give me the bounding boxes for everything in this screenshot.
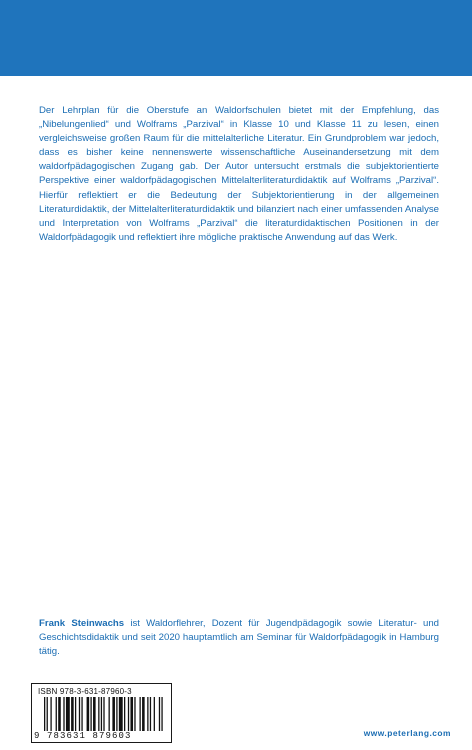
author-name: Frank Steinwachs [39,618,125,629]
barcode-bar [130,697,133,731]
barcode-bar [71,697,74,731]
barcode-bar [139,697,140,731]
barcode-bar [63,697,64,731]
barcode-bar [142,697,145,731]
barcode-bar [147,697,148,731]
barcode-bar [161,697,162,731]
barcode-bar [103,697,104,731]
barcode-bar [101,697,102,731]
isbn-label: ISBN 978-3-631-87960-3 [38,687,132,696]
barcode-bar [75,697,76,731]
barcode-bar [98,697,99,731]
barcode-bar [116,697,117,731]
barcode-bar [50,697,51,731]
barcode-bar [81,697,82,731]
barcode-bar [128,697,129,731]
author-bio [39,617,439,659]
barcode-bar [47,697,48,731]
barcode-bar [79,697,80,731]
barcode-bar [56,697,57,731]
barcode-bar [109,697,110,731]
barcode-bar [159,697,160,731]
publisher-website: www.peterlang.com [363,728,451,738]
barcode-bar [90,697,91,731]
barcode-bar [93,697,96,731]
author-bio-text: ist Waldorflehrer, Dozent für Jugendpädagogik sowie Literatur- und Geschichtsdidaktik und seit 2020 hauptamtlich am Seminar für Waldorfpädagogik in Hamburg tätig. [39,618,439,658]
barcode-bar [44,697,45,731]
book-description: Der Lehrplan für die Oberstufe an Waldorfschulen bietet mit der Empfehlung, das „Nibelungenlied“ und Wolframs „Parzival“ in Klasse 10 und Klasse 11 zu lesen, einen vergleichsweise großen Raum für die mittelalterliche Literatur. Ein Grundproblem war jedoch, dass es bisher keine nennenswerte wissenschaftliche Auseinandersetzung mit dem waldorfpädagogischen Zugang gab. Der Autor untersucht erstmals die subjektorientierte Perspektive einer waldorfpädagogischen Mittelalterliteraturdidaktik auf Wolframs „Parzival“. Hierfür reflektiert er die Bedeutung der Subjektorientierung in der allgemeinen Literaturdidaktik, der Mittelalterliteraturdidaktik und bilanziert nach einer umfassenden Analyse und Interpretation von Wolframs „Parzival“ die literaturdidaktischen Positionen in der Waldorfpädagogik und reflektiert ihre mögliche praktische Anwendung auf das Werk. [39,105,439,243]
isbn-barcode [31,683,172,743]
barcode-bar [134,697,135,731]
top-color-band [0,0,472,76]
barcode-bar [154,697,155,731]
barcode-bar [124,697,125,731]
barcode-bar [58,697,61,731]
barcode-bars [44,697,164,731]
barcode-bar [150,697,151,731]
barcode-bar [66,697,70,731]
barcode-bar [87,697,90,731]
barcode-digits: 9 783631 879603 [34,731,132,741]
barcode-bar [119,697,123,731]
barcode-bar [112,697,115,731]
